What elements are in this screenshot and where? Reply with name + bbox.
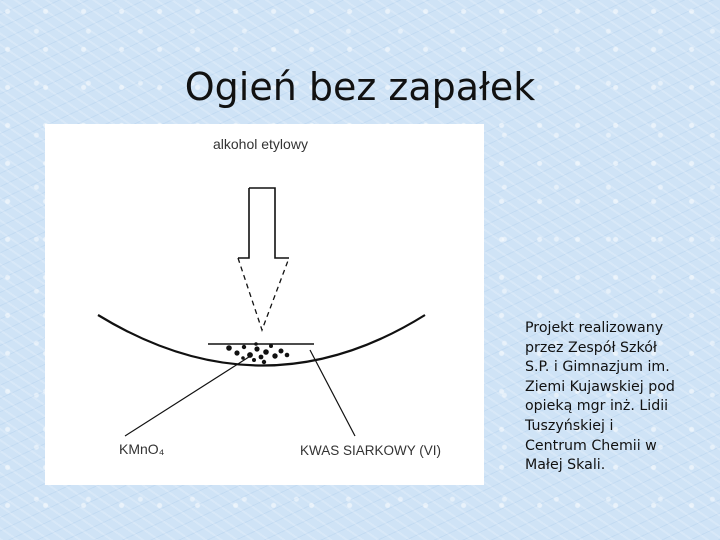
arrow-head <box>238 258 289 330</box>
label-ethanol: alkohol etylowy <box>213 136 308 152</box>
leader-kmno4 <box>125 355 252 436</box>
caption-line: Małej Skali. <box>525 457 606 474</box>
label-sulfuric-acid: KWAS SIARKOWY (VI) <box>300 443 442 458</box>
caption-line: Projekt realizowany <box>525 320 664 336</box>
arrow-shaft-left <box>238 188 249 258</box>
project-caption <box>525 319 705 476</box>
caption-line: Ziemi Kujawskiej pod <box>525 378 675 395</box>
reaction-diagram <box>45 124 484 485</box>
slide-title: Ogień bez zapałek <box>184 65 536 110</box>
caption-line: opieką mgr inż. Lidii <box>525 398 669 415</box>
leader-acid <box>310 350 355 436</box>
diagram-canvas <box>45 124 484 485</box>
caption-line: S.P. i Gimnazjum im. <box>525 359 670 376</box>
caption-line: Tuszyńskiej i <box>525 417 614 434</box>
arrow-shaft <box>249 188 289 258</box>
caption-line: Centrum Chemii w <box>525 437 657 454</box>
kmno4-crystals <box>226 342 289 364</box>
caption-line: przez Zespół Szkół <box>525 339 657 356</box>
label-kmno4: KMnO₄ <box>119 441 165 457</box>
